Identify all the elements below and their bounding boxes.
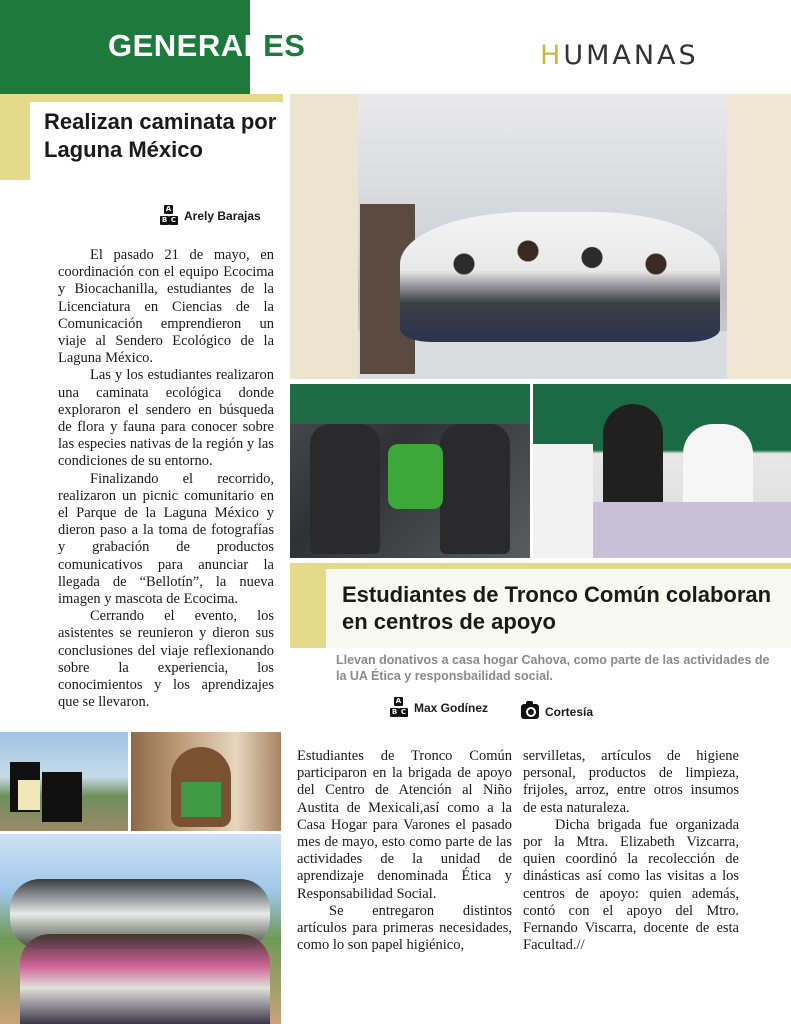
article2-body-right [523, 748, 739, 954]
paragraph: Cerrando el evento, los asistentes se reunieron y dieron sus conclusiones del viaje reflexionando sobre la experiencia, los conocimientos y los aprendizajes que se llevaron. [58, 608, 274, 711]
photo-mascot [131, 732, 281, 831]
paragraph: servilletas, artículos de higiene personal, productos de limpieza, frijoles, arroz, entre otros insumos de esta naturaleza. [523, 748, 739, 816]
photo-donation-sorting [533, 384, 791, 558]
camera-icon [521, 704, 539, 719]
section-label-tail: ES [263, 28, 306, 63]
abc-author-icon: A B C [391, 697, 407, 716]
article2-body-left [297, 748, 512, 954]
section-label [108, 28, 305, 64]
paragraph: Se entregaron distintos artículos para primeras necesidades, como lo son papel higiénico, [297, 902, 512, 954]
article1-body [58, 247, 274, 711]
article2-byline [390, 697, 488, 719]
photo-credit [521, 704, 593, 719]
paragraph: Finalizando el recorrido, realizaron un picnic comunitario en el Parque de la Laguna México y dieron paso a la toma de fotografías y grabación de productos comunicativos para anunciar la llegada de “Bellotín”, la nueva imagen y mascota de Ecocima. [58, 470, 274, 608]
article2-title: Estudiantes de Tronco Común colaboran en centros de apoyo [342, 582, 772, 634]
article1-title: Realizan caminata por Laguna México [44, 109, 277, 162]
photo-van-donations [290, 384, 530, 558]
article1-author: Arely Barajas [184, 209, 261, 223]
article2-author: Max Godínez [414, 701, 489, 715]
photo-credit-text: Cortesía [545, 704, 594, 719]
title-accent-bar [290, 563, 326, 648]
brand-logo-rest: UMANAS [563, 40, 699, 71]
article1-byline [160, 205, 261, 227]
brand-logo [540, 40, 699, 71]
title-accent-bar [290, 563, 791, 569]
paragraph: El pasado 21 de mayo, en coordinación con el equipo Ecocima y Biocachanilla, estudiantes de la Licenciatura en Ciencias de la Comunicación emprendieron un viaje al Sendero Ecológico de la Laguna México. [58, 247, 274, 367]
photo-group-lake [0, 834, 281, 1024]
title-accent-bar [0, 94, 283, 102]
section-label-head: GENERAL [108, 28, 264, 63]
paragraph: Estudiantes de Tronco Común participaron en la brigada de apoyo del Centro de Atención al Niño Austita de Mexicali,así como a la Casa Hogar para Varones el pasado mes de mayo, esto como parte de las actividades de la unidad de aprendizaje denominada Ética y Responsabilidad Social. [297, 748, 512, 902]
paragraph: Las y los estudiantes realizaron una caminata ecológica donde exploraron el sendero en búsqueda de flora y fauna para conocer sobre las especies nativas de la región y las condiciones de su entorno. [58, 367, 274, 470]
abc-author-icon: A B C [161, 205, 177, 224]
photo-shirts [0, 732, 128, 831]
article2-subtitle: Llevan donativos a casa hogar Cahova, como parte de las actividades de la UA Ética y responsbailidad social. [336, 653, 770, 683]
brand-logo-initial: H [540, 40, 564, 71]
title-accent-bar [0, 94, 30, 180]
paragraph: Dicha brigada fue organizada por la Mtra. Elizabeth Vizcarra, quien coordinó la recolección de dinásticas así como las visitas a los centros de apoyo: quien además, contó con el apoyo del Mtro. Fernando Viscarra, docente de esta Facultad.// [523, 816, 739, 954]
group-photo-office [290, 94, 791, 379]
